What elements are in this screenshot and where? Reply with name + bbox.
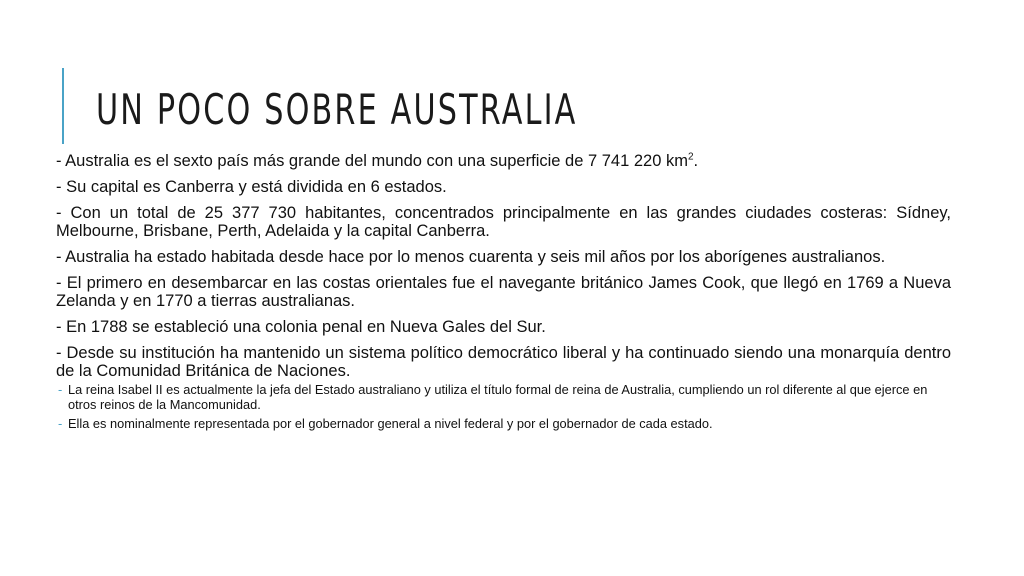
sub-bullet-dash: - — [58, 416, 63, 431]
paragraph-political-system: - Desde su institución ha mantenido un sistema político democrático liberal y ha continuado siendo una monarquía dentro de la Comunidad Británica de Naciones. — [56, 344, 951, 380]
paragraph-aborigines: - Australia ha estado habitada desde hace por lo menos cuarenta y seis mil años por los aborígenes australianos. — [56, 248, 886, 266]
slide-title: UN POCO SOBRE AUSTRALIA — [96, 85, 578, 134]
paragraph-area — [56, 152, 951, 170]
paragraph-area-end: . — [693, 152, 699, 170]
paragraph-penal-colony: - En 1788 se estableció una colonia penal en Nueva Gales del Sur. — [56, 318, 546, 336]
paragraph-james-cook: - El primero en desembarcar en las costas orientales fue el navegante británico James Cook, que llegó en 1769 a Nueva Zelanda y en 1770 a tierras australianas. — [56, 274, 951, 310]
sub-bullet-queen — [56, 382, 951, 412]
sub-bullet-governor — [56, 416, 951, 431]
paragraph-population: - Con un total de 25 377 730 habitantes, concentrados principalmente en las grandes ciudades costeras: Sídney, Melbourne, Brisbane, Perth, Adelaida y la capital Canberra. — [56, 204, 951, 240]
paragraph-capital: - Su capital es Canberra y está dividida en 6 estados. — [56, 178, 447, 196]
sub-bullet-dash: - — [58, 382, 63, 397]
title-accent-bar — [62, 68, 64, 144]
superscript-2: 2 — [687, 151, 694, 163]
slide-body — [56, 152, 951, 435]
sub-bullet-text: Ella es nominalmente representada por el gobernador general a nivel federal y por el gobernador de cada estado. — [68, 416, 713, 431]
sub-bullet-text: La reina Isabel II es actualmente la jefa del Estado australiano y utiliza el título formal de reina de Australia, cumpliendo un rol diferente al que ejerce en otros reinos de la Mancomunidad. — [68, 382, 928, 412]
paragraph-area-text: - Australia es el sexto país más grande del mundo con una superficie de 7 741 220 km — [56, 152, 688, 170]
